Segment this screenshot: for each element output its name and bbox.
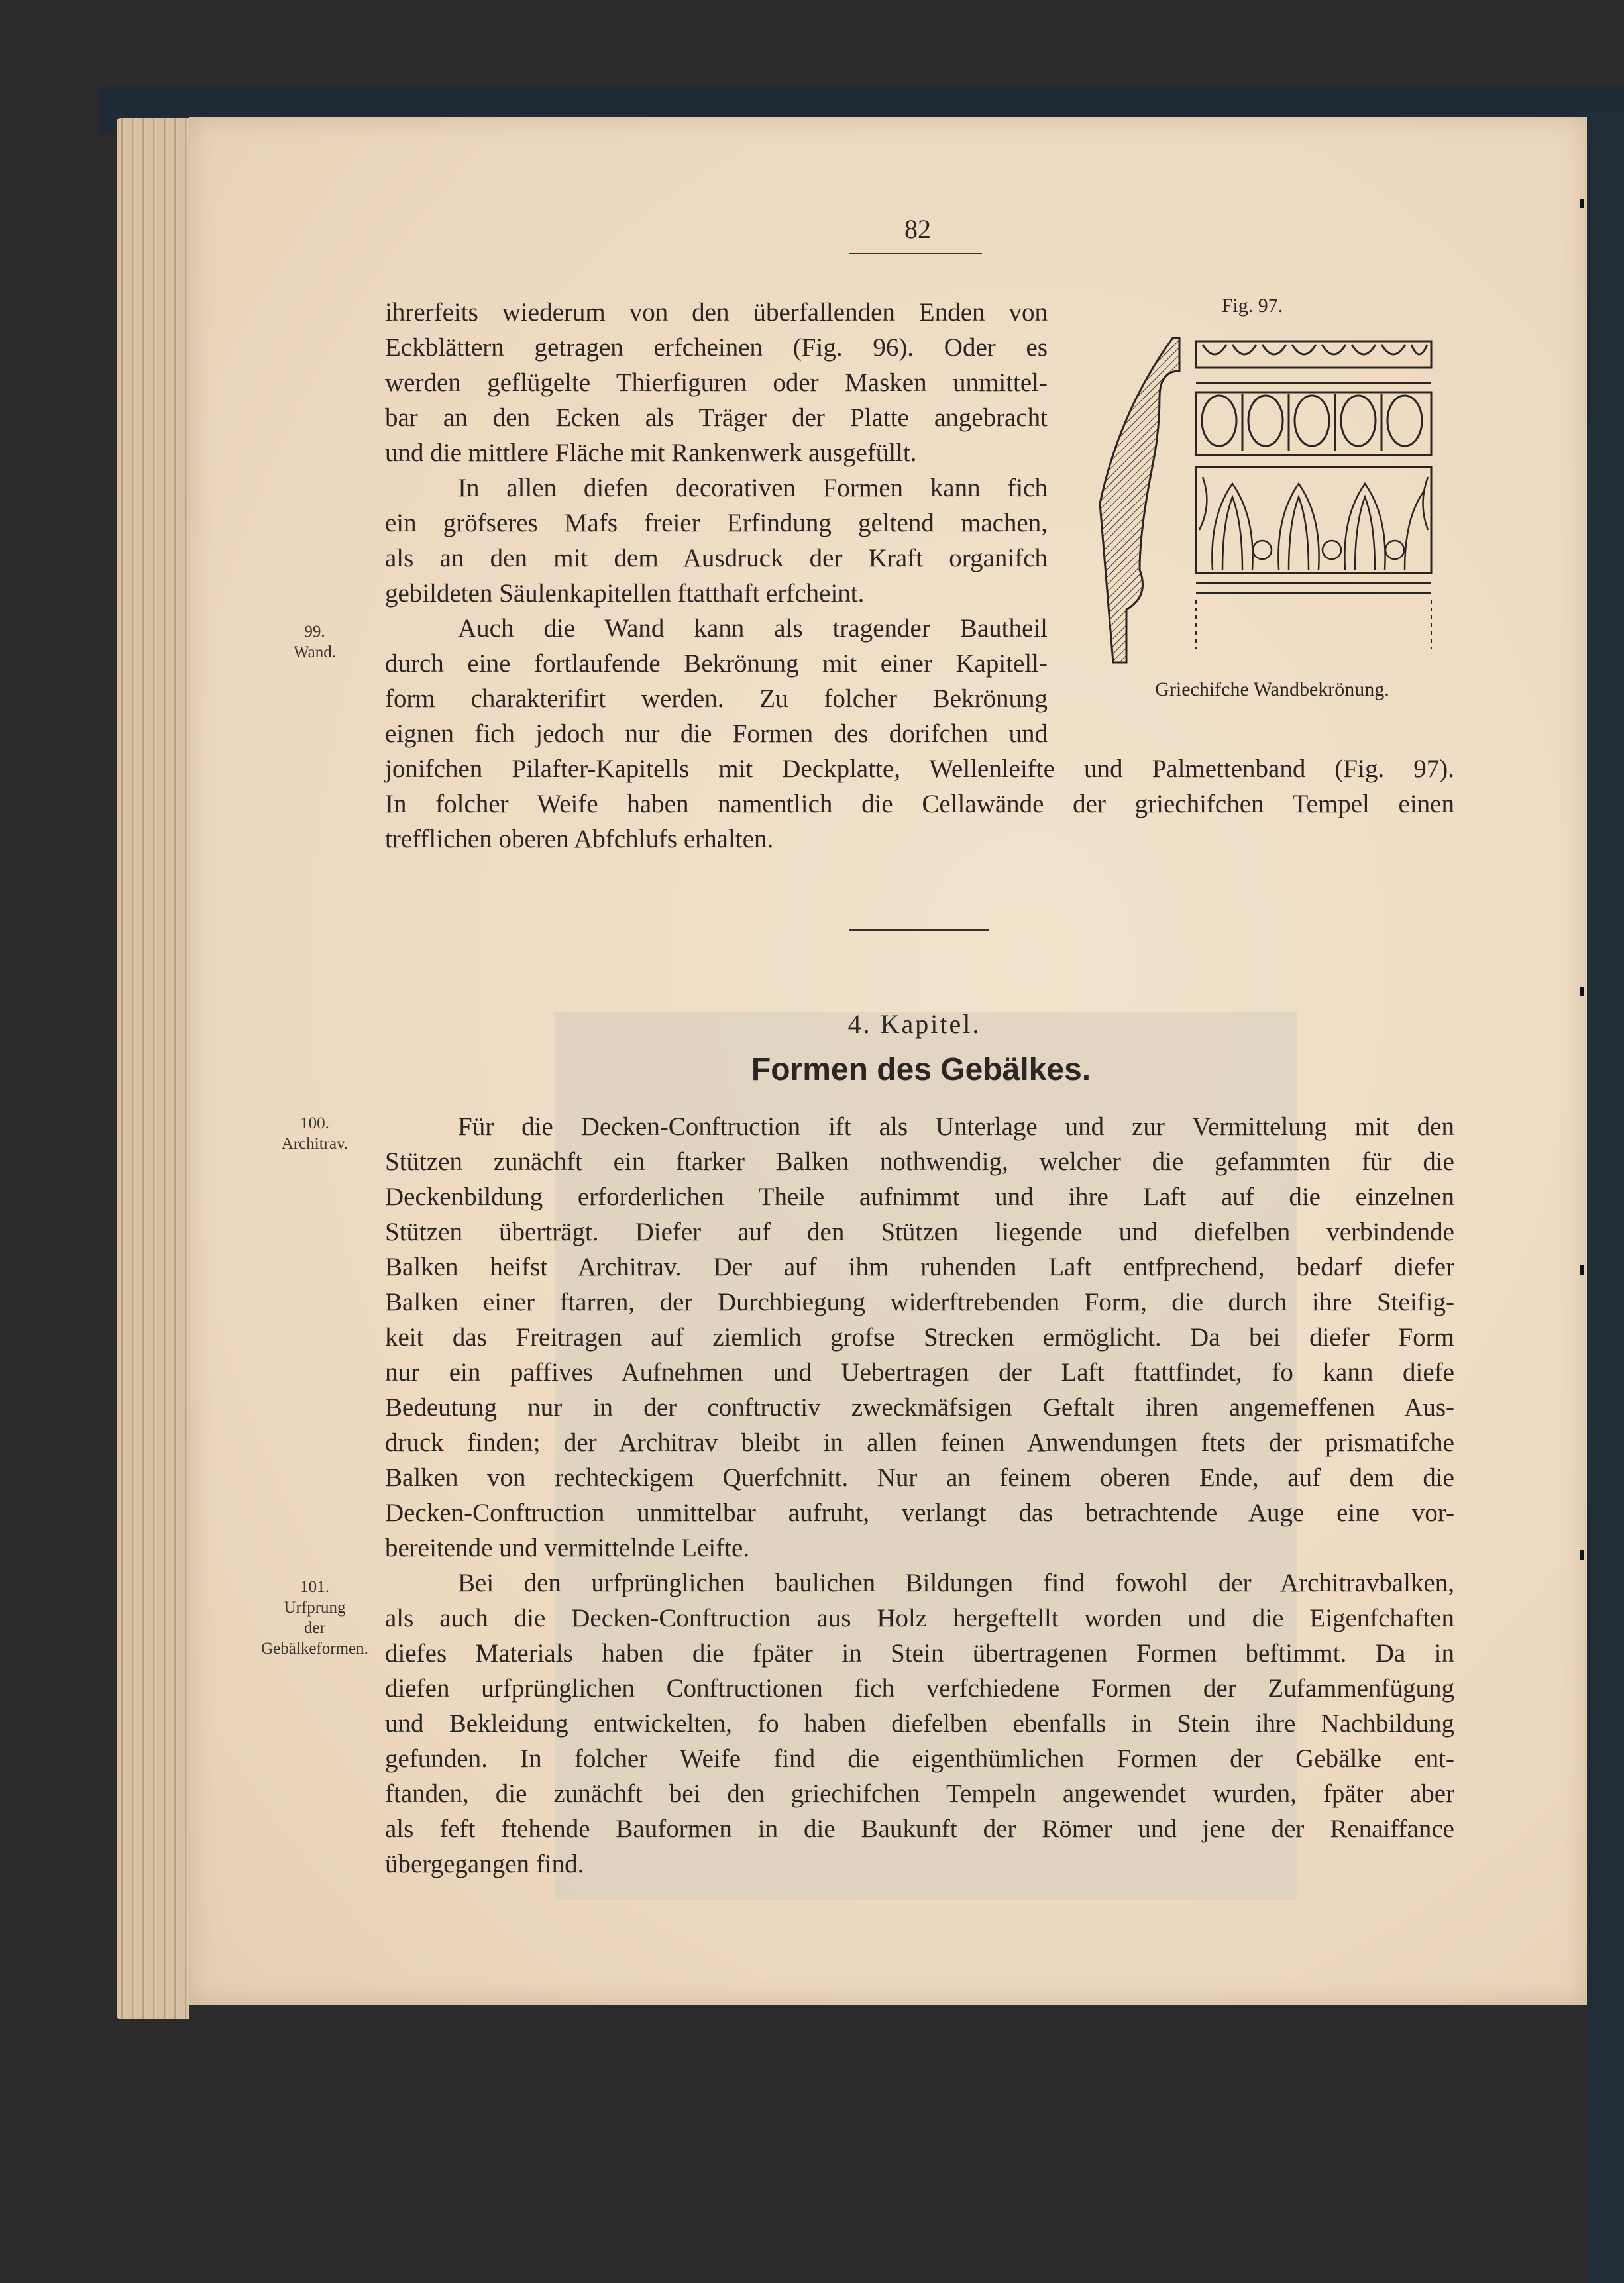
text-line: trefflichen oberen Abfchlufs erhalten. xyxy=(385,825,774,853)
margin-note-label: Architrav. xyxy=(281,1135,349,1153)
text-line: übergegangen find. xyxy=(385,1850,584,1878)
text-line: bereitende und vermittelnde Leifte. xyxy=(385,1534,750,1562)
text-line: werden geflügelte Thierfiguren oder Masken unmittel- xyxy=(385,368,1048,397)
margin-note-number: 100. xyxy=(300,1114,329,1132)
text-line: jonifchen Pilafter-Kapitells mit Deckplatte, Wellenleifte und Palmettenband (Fig. 97). xyxy=(385,755,1454,783)
text-line: Balken heifst Architrav. Der auf ihm ruhenden Laft entfprechend, bedarf diefer xyxy=(385,1253,1454,1281)
section-divider xyxy=(849,929,989,931)
text-line: diefes Materials haben die fpäter in Stein übertragenen Formen beftimmt. Da in xyxy=(385,1639,1454,1668)
text-line: als feft ftehende Bauformen in die Baukunft der Römer und jene der Renaiffance xyxy=(385,1815,1454,1843)
margin-note-label: Gebälkeformen. xyxy=(261,1640,368,1658)
figure-caption: Griechifche Wandbekrönung. xyxy=(1155,678,1389,700)
margin-note-number: 99. xyxy=(304,623,325,641)
chapter-title: Formen des Gebälkes. xyxy=(751,1052,1091,1087)
section-100-text xyxy=(385,1109,1454,1566)
text-line: Bei den urfprünglichen baulichen Bildungen find fowohl der Architravbalken, xyxy=(458,1569,1454,1597)
text-line: als auch die Decken-Conftruction aus Holz hergeftellt worden und die Eigenfchaften xyxy=(385,1604,1454,1632)
text-line: gefunden. In folcher Weife find die eigenthümlichen Formen der Gebälke ent- xyxy=(385,1744,1454,1773)
margin-note-99 xyxy=(248,621,381,663)
text-line: und die mittlere Fläche mit Rankenwerk ausgefüllt. xyxy=(385,439,917,467)
text-line: Für die Decken-Conftruction ift als Unterlage und zur Vermittelung mit den xyxy=(458,1112,1454,1141)
text-line: bar an den Ecken als Träger der Platte angebracht xyxy=(385,403,1048,432)
text-line: Decken-Conftruction unmittelbar aufruht, verlangt das betrachtende Auge eine vor- xyxy=(385,1499,1454,1527)
text-line: In folcher Weife haben namentlich die Cellawände der griechifchen Tempel einen xyxy=(385,790,1454,818)
text-line: ftanden, die zunächft bei den griechifchen Tempeln angewendet wurden, fpäter aber xyxy=(385,1779,1454,1808)
text-line: durch eine fortlaufende Bekrönung mit einer Kapitell- xyxy=(385,649,1048,678)
text-line: Balken von rechteckigem Querfchnitt. Nur an feinem oberen Ende, auf dem die xyxy=(385,1463,1454,1492)
margin-note-101 xyxy=(248,1577,381,1659)
text-line: als an den mit dem Ausdruck der Kraft organifch xyxy=(385,544,1048,572)
text-line: Auch die Wand kann als tragender Bautheil xyxy=(458,614,1048,643)
text-line: gebildeten Säulenkapitellen ftatthaft erfcheint. xyxy=(385,579,865,608)
margin-note-label: Urfprung xyxy=(284,1599,346,1617)
text-line: In allen diefen decorativen Formen kann fich xyxy=(458,474,1048,502)
header-rule xyxy=(849,253,982,254)
margin-note-number: 101. xyxy=(300,1578,329,1596)
book-background-bottom xyxy=(189,2005,1587,2283)
text-line: druck finden; der Architrav bleibt in allen feinen Anwendungen ftets der prismatifche xyxy=(385,1428,1454,1457)
text-line: Balken einer ftarren, der Durchbiegung widerftrebenden Form, die durch ihre Steifig- xyxy=(385,1288,1454,1316)
text-line: form charakterifirt werden. Zu folcher Bekrönung xyxy=(385,684,1048,713)
text-line: eignen fich jedoch nur die Formen des dorifchen und xyxy=(385,719,1048,748)
text-line: ihrerfeits wiederum von den überfallenden Enden von xyxy=(385,298,1048,327)
text-line: nur ein paffives Aufnehmen und Uebertragen der Laft ftattfindet, fo kann diefe xyxy=(385,1358,1454,1387)
text-line: Stützen zunächft ein ftarker Balken nothwendig, welcher die gefammten für die xyxy=(385,1147,1454,1176)
section-101-text xyxy=(385,1566,1454,1882)
top-text-narrow xyxy=(385,295,1048,751)
page-edges xyxy=(117,118,196,2019)
text-line: Stützen überträgt. Diefer auf den Stützen liegende und diefelben verbindende xyxy=(385,1218,1454,1246)
text-line: Deckenbildung erforderlichen Theile aufnimmt und ihre Laft auf die einzelnen xyxy=(385,1183,1454,1211)
text-line: keit das Freitragen auf ziemlich grofse Strecken ermöglicht. Da bei diefer Form xyxy=(385,1323,1454,1352)
top-text-wide xyxy=(385,751,1454,857)
text-line: Bedeutung nur in der conftructiv zweckmäfsigen Geftalt ihren angemeffenen Aus- xyxy=(385,1393,1454,1422)
chapter-number: 4. Kapitel. xyxy=(847,1009,981,1039)
margin-note-label: Wand. xyxy=(294,643,336,661)
text-line: ein gröfseres Mafs freier Erfindung geltend machen, xyxy=(385,509,1048,537)
text-line: und Bekleidung entwickelten, fo haben diefelben ebenfalls in Stein ihre Nachbildung xyxy=(385,1709,1454,1738)
figure-label: Fig. 97. xyxy=(1221,295,1283,317)
text-line: diefen urfprünglichen Conftructionen fich verfchiedene Formen der Zufammenfügung xyxy=(385,1674,1454,1703)
margin-note-label: der xyxy=(304,1619,325,1637)
margin-note-100 xyxy=(248,1113,381,1154)
text-line: Eckblättern getragen erfcheinen (Fig. 96). Oder es xyxy=(385,333,1048,362)
page-number: 82 xyxy=(904,214,931,244)
greek-wall-crown-figure xyxy=(1060,331,1444,676)
